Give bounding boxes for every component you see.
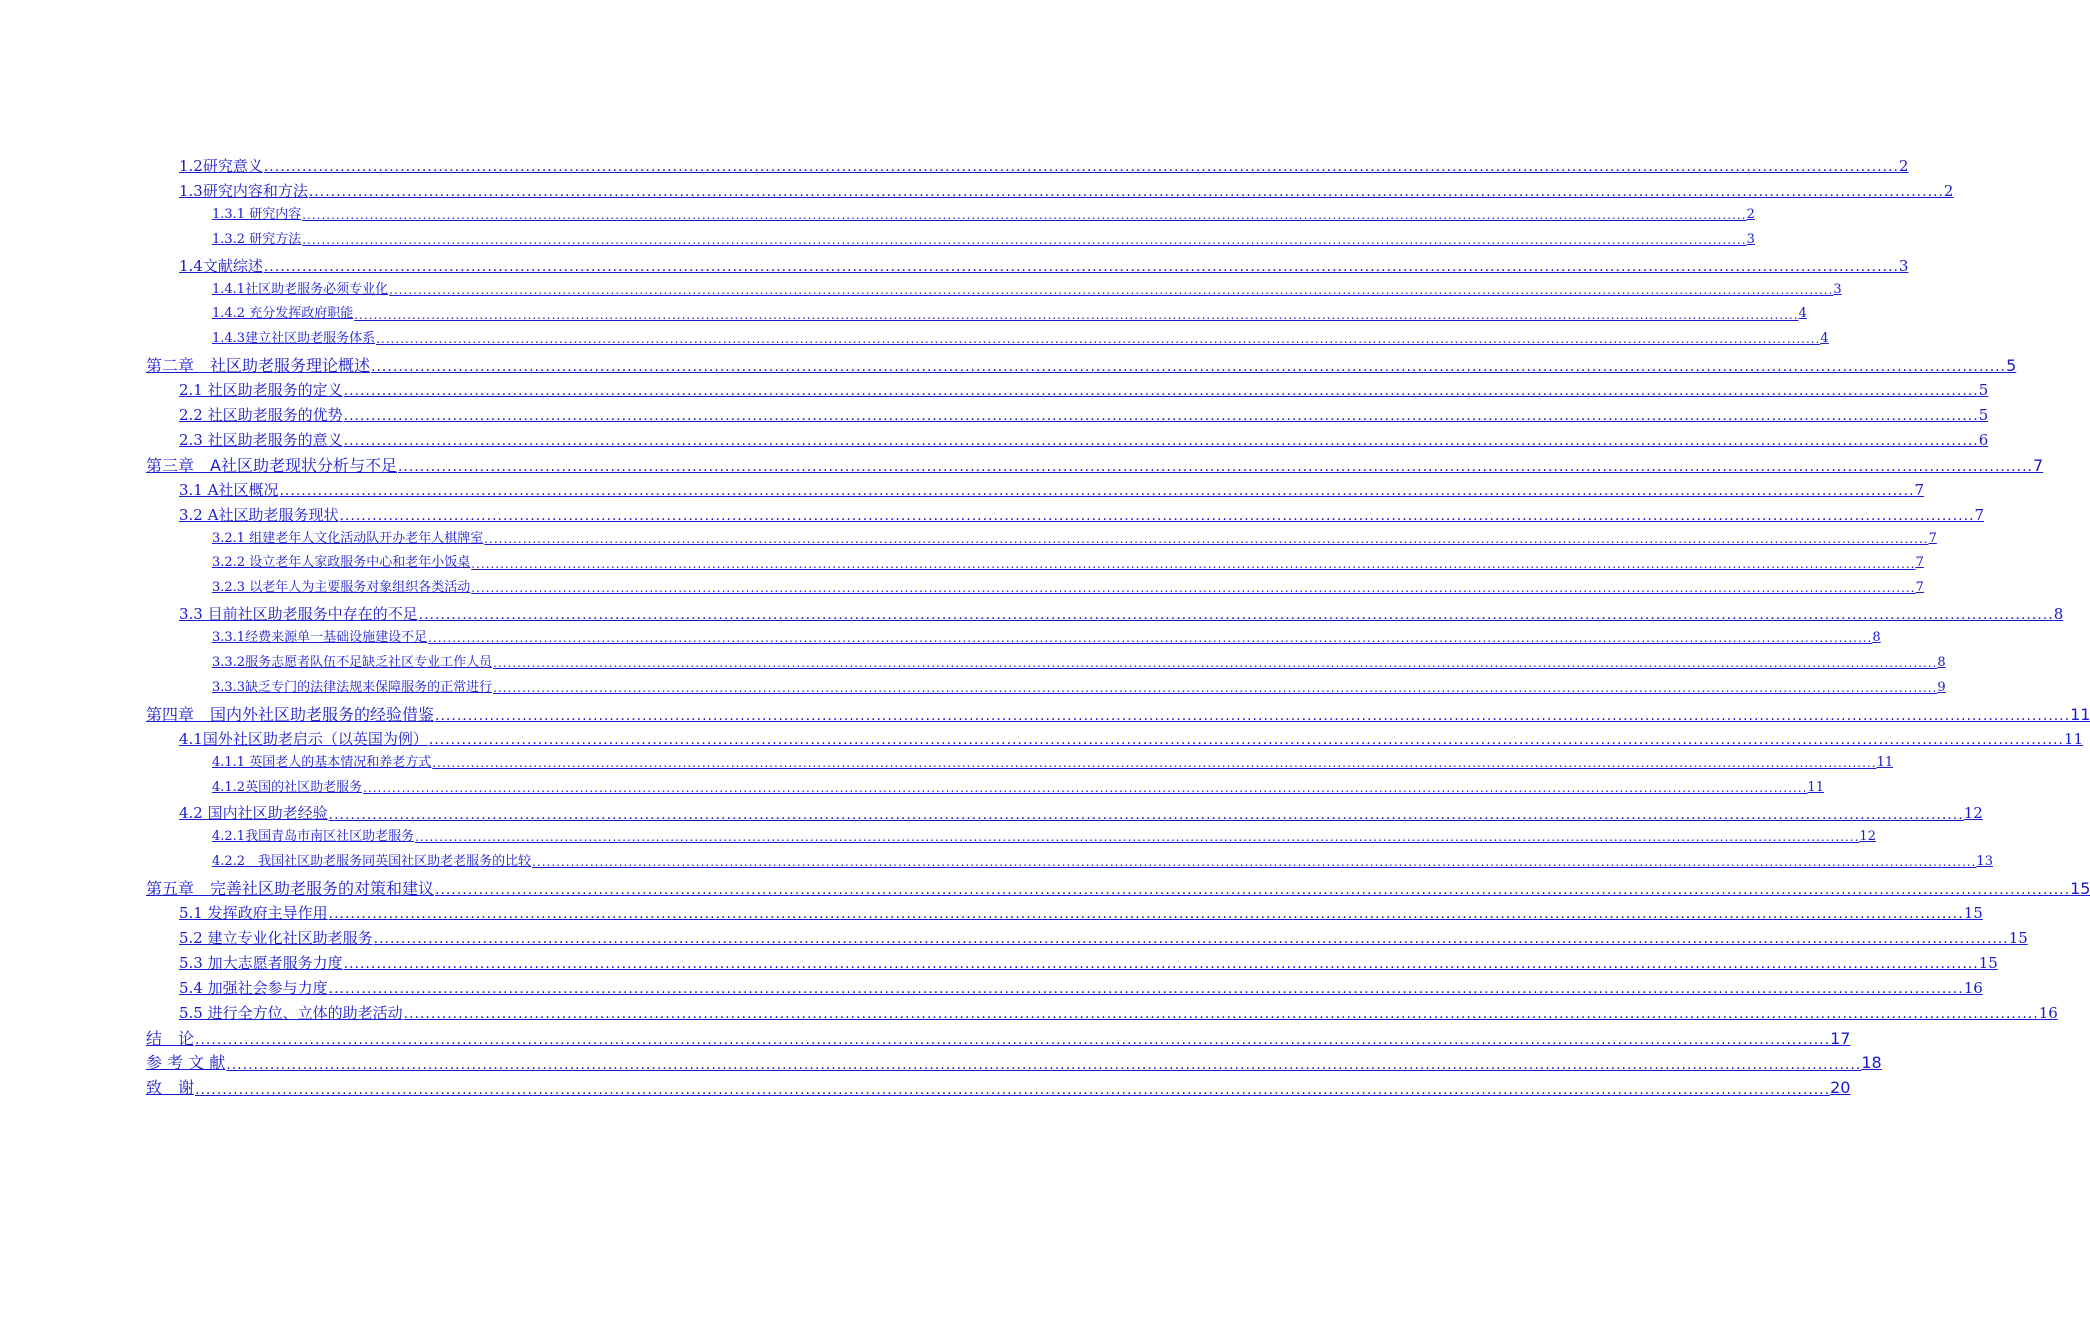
toc-dot-leader: ............................................................................................................................................................................................................................................................................................................ [371,359,2007,376]
toc-entry-page: 12 [1859,829,1876,845]
toc-entry-page: 5 [1978,381,1989,400]
toc-entry-title: 3.2.3 以老年人为主要服务对象组织各类活动 [212,580,471,596]
toc-entry[interactable] [146,704,2090,725]
toc-entry-title: 3.3 目前社区助老服务中存在的不足 [179,605,418,624]
toc-entry[interactable] [179,978,1983,997]
toc-entry-page: 20 [1830,1078,1851,1098]
toc-dot-leader: ............................................................................................................................................................................................................................................................................................................ [263,258,1899,275]
toc-entry[interactable] [146,455,2044,476]
toc-dot-leader: ............................................................................................................................................................................................................................................................................................................ [428,731,2064,748]
toc-dot-leader: ............................................................................................................................................................................................................................................................................................................ [435,708,2071,725]
toc-entry-page: 7 [1915,580,1924,596]
toc-dot-leader: ............................................................................................................................................................................................................................................................................................................ [263,159,1899,176]
toc-entry-page: 7 [1914,480,1925,499]
toc-dot-leader: ............................................................................................................................................................................................................................................................................................................ [279,482,1915,499]
toc-entry[interactable] [212,679,1946,696]
toc-dot-leader: ............................................................................................................................................................................................................................................................................................................ [493,681,1938,696]
toc-entry-page: 2 [1746,206,1755,222]
toc-entry[interactable] [179,605,2064,624]
toc-entry-page: 9 [1937,679,1946,695]
toc-entry[interactable] [179,381,1989,400]
toc-entry-page: 3 [1833,281,1842,297]
toc-entry-title: 致 谢 [146,1078,195,1098]
toc-entry-title: 1.3.1 研究内容 [212,206,302,222]
toc-entry-title: 5.1 发挥政府主导作用 [179,904,328,922]
toc-entry-title: 3.2.1 组建老年人文化活动队开办老年人棋牌室 [212,530,484,546]
toc-entry[interactable] [179,256,1909,275]
toc-entry-page: 3 [1898,256,1909,275]
toc-entry-title: 4.1.1 英国老人的基本情况和养老方式 [212,754,432,770]
toc-entry-page: 4 [1820,331,1829,347]
toc-entry-title: 2.2 社区助老服务的优势 [179,406,343,424]
toc-dot-leader: ............................................................................................................................................................................................................................................................................................................ [376,332,1821,347]
toc-entry[interactable] [212,779,1824,796]
toc-entry[interactable] [212,829,1876,845]
toc-dot-leader: ............................................................................................................................................................................................................................................................................................................ [226,1056,1862,1073]
toc-entry-title: 3.3.2服务志愿者队伍不足缺乏社区专业工作人员 [212,655,493,670]
toc-entry[interactable] [179,480,1925,499]
toc-entry-page: 5 [2006,356,2017,376]
toc-dot-leader: ............................................................................................................................................................................................................................................................................................................ [428,631,1873,646]
toc-dot-leader: ............................................................................................................................................................................................................................................................................................................ [493,656,1938,671]
toc-entry[interactable] [146,356,2017,376]
toc-entry-title: 1.4文献综述 [179,256,263,275]
toc-entry-page: 16 [2038,1003,2058,1022]
toc-dot-leader: ............................................................................................................................................................................................................................................................................................................ [418,607,2054,624]
toc-entry-title: 第五章 完善社区助老服务的对策和建议 [146,879,435,899]
toc-entry-page: 18 [1861,1053,1882,1073]
toc-dot-leader: ............................................................................................................................................................................................................................................................................................................ [403,1005,2039,1022]
toc-dot-leader: ............................................................................................................................................................................................................................................................................................................ [397,459,2034,476]
toc-dot-leader: ............................................................................................................................................................................................................................................................................................................ [302,207,1747,222]
toc-entry-page: 12 [1963,804,1983,823]
toc-dot-leader: ............................................................................................................................................................................................................................................................................................................ [432,755,1877,770]
toc-entry[interactable] [212,206,1755,223]
toc-entry[interactable] [212,231,1755,248]
toc-entry[interactable] [212,630,1881,646]
toc-entry-title: 3.3.1经费来源单一基础设施建设不足 [212,630,428,646]
toc-entry-page: 8 [1937,655,1946,670]
toc-entry-title: 1.3研究内容和方法 [179,181,308,200]
toc-entry[interactable] [212,655,1946,671]
toc-entry-page: 15 [1978,953,1998,972]
toc-entry-page: 11 [2070,704,2090,724]
toc-entry[interactable] [179,729,2084,748]
toc-dot-leader: ............................................................................................................................................................................................................................................................................................................ [532,855,1977,870]
toc-entry[interactable] [212,281,1842,298]
toc-entry[interactable] [179,904,1983,923]
toc-entry-page: 7 [1974,505,1985,524]
toc-entry-page: 8 [2053,605,2064,624]
toc-entry-page: 7 [1928,530,1937,546]
toc-dot-leader: ............................................................................................................................................................................................................................................................................................................ [339,507,1975,524]
toc-entry-page: 11 [2063,729,2084,748]
toc-entry[interactable] [212,555,1924,571]
toc-entry-page: 6 [1978,430,1989,449]
toc-entry-page: 17 [1830,1028,1851,1048]
toc-entry-title: 1.2研究意义 [179,157,263,175]
toc-entry-title: 5.5 进行全方位、立体的助老活动 [179,1003,403,1022]
toc-entry[interactable] [179,430,1989,450]
toc-entry[interactable] [179,505,1985,524]
toc-entry[interactable] [179,406,1989,425]
toc-dot-leader: ............................................................................................................................................................................................................................................................................................................ [328,806,1964,823]
toc-dot-leader: ............................................................................................................................................................................................................................................................................................................ [343,955,1979,972]
toc-entry-page: 2 [1898,157,1909,175]
toc-entry-title: 3.2 A社区助老服务现状 [179,505,339,524]
toc-dot-leader: ............................................................................................................................................................................................................................................................................................................ [354,307,1799,322]
toc-entry-page: 11 [1807,779,1824,795]
toc-entry-page: 15 [2070,879,2090,899]
toc-entry[interactable] [146,1028,1851,1048]
toc-entry-title: 3.1 A社区概况 [179,480,279,499]
toc-entry-title: 1.3.2 研究方法 [212,231,302,247]
toc-entry[interactable] [146,1078,1851,1098]
toc-dot-leader: ............................................................................................................................................................................................................................................................................................................ [484,531,1929,546]
toc-entry-page: 8 [1872,630,1881,646]
toc-dot-leader: ............................................................................................................................................................................................................................................................................................................ [328,980,1964,997]
toc-entry-page: 7 [1915,555,1924,571]
toc-entry-title: 1.4.1社区助老服务必须专业化 [212,281,389,297]
toc-entry-title: 第四章 国内外社区助老服务的经验借鉴 [146,704,435,724]
toc-entry[interactable] [179,953,1998,972]
toc-entry-title: 1.4.2 充分发挥政府职能 [212,306,354,322]
toc-entry[interactable] [179,181,1954,201]
toc-entry-page: 5 [1978,406,1989,424]
toc-entry[interactable] [212,331,1829,347]
toc-dot-leader: ............................................................................................................................................................................................................................................................................................................ [195,1081,1831,1098]
toc-entry-title: 5.3 加大志愿者服务力度 [179,953,343,972]
toc-entry-title: 4.2.2 我国社区助老服务同英国社区助老老服务的比较 [212,854,532,870]
toc-entry-page: 11 [1876,754,1894,770]
toc-entry[interactable] [179,928,2028,948]
toc-entry-title: 4.2.1我国青岛市南区社区助老服务 [212,829,415,845]
toc-entry[interactable] [179,1003,2058,1022]
toc-dot-leader: ............................................................................................................................................................................................................................................................................................................ [389,282,1834,297]
toc-entry-page: 16 [1963,978,1983,997]
toc-entry-title: 4.1国外社区助老启示（以英国为例） [179,729,428,748]
toc-entry-page: 2 [1943,181,1954,200]
toc-entry[interactable] [212,306,1807,322]
toc-dot-leader: ............................................................................................................................................................................................................................................................................................................ [343,433,1979,450]
toc-entry-page: 15 [1963,904,1983,922]
toc-entry-title: 5.2 建立专业化社区助老服务 [179,928,373,947]
toc-entry-title: 1.4.3建立社区助老服务体系 [212,331,376,347]
toc-entry[interactable] [146,879,2090,899]
toc-entry[interactable] [212,580,1924,596]
toc-entry-page: 4 [1798,306,1807,322]
toc-entry-title: 参 考 文 献 [146,1053,226,1073]
toc-entry-page: 15 [2008,928,2028,947]
toc-entry[interactable] [212,754,1894,771]
toc-entry-title: 2.1 社区助老服务的定义 [179,381,343,400]
toc-entry-title: 4.2 国内社区助老经验 [179,804,328,823]
toc-entry-title: 结 论 [146,1028,195,1048]
toc-entry[interactable] [212,530,1937,547]
toc-dot-leader: ............................................................................................................................................................................................................................................................................................................ [415,830,1860,845]
toc-dot-leader: ............................................................................................................................................................................................................................................................................................................ [343,408,1979,425]
toc-dot-leader: ............................................................................................................................................................................................................................................................................................................ [195,1031,1831,1048]
toc-entry-title: 3.2.2 设立老年人家政服务中心和老年小饭桌 [212,555,471,571]
toc-entry[interactable] [179,157,1909,176]
toc-entry-title: 4.1.2英国的社区助老服务 [212,779,363,795]
toc-dot-leader: ............................................................................................................................................................................................................................................................................................................ [363,780,1808,795]
toc-entry[interactable] [212,854,1993,870]
toc-dot-leader: ............................................................................................................................................................................................................................................................................................................ [308,184,1944,201]
toc-dot-leader: ............................................................................................................................................................................................................................................................................................................ [302,232,1747,247]
toc-dot-leader: ............................................................................................................................................................................................................................................................................................................ [471,581,1916,596]
toc-entry-title: 第三章 A社区助老现状分析与不足 [146,455,397,475]
toc-entry-page: 13 [1976,854,1993,870]
toc-entry-title: 3.3.3缺乏专门的法律法规来保障服务的正常进行 [212,679,493,695]
toc-entry[interactable] [146,1053,1882,1073]
toc-entry-title: 2.3 社区助老服务的意义 [179,430,343,449]
toc-dot-leader: ............................................................................................................................................................................................................................................................................................................ [343,383,1979,400]
toc-entry-title: 第二章 社区助老服务理论概述 [146,356,371,376]
toc-entry-page: 3 [1746,231,1755,247]
toc-entry[interactable] [179,804,1983,823]
toc-dot-leader: ............................................................................................................................................................................................................................................................................................................ [435,882,2071,899]
toc-dot-leader: ............................................................................................................................................................................................................................................................................................................ [373,931,2009,948]
toc-entry-title: 5.4 加强社会参与力度 [179,978,328,997]
toc-dot-leader: ............................................................................................................................................................................................................................................................................................................ [328,906,1964,923]
toc-entry-page: 7 [2033,455,2044,475]
toc-dot-leader: ............................................................................................................................................................................................................................................................................................................ [471,556,1916,571]
